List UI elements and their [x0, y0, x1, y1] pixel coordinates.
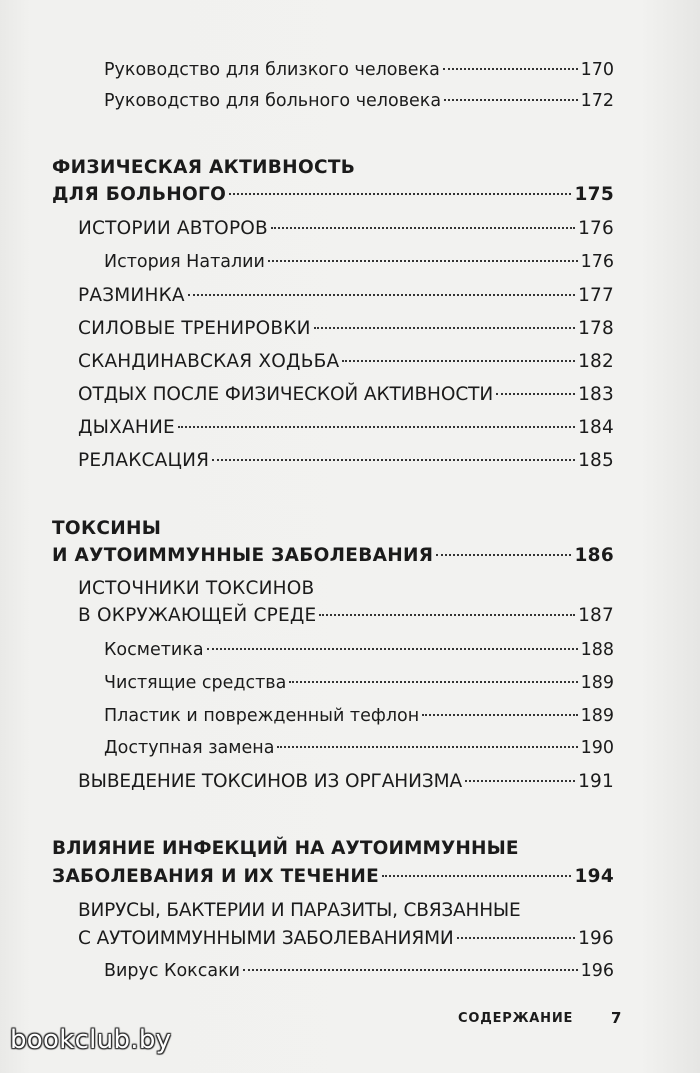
toc-entry-page: 177	[578, 285, 614, 306]
leader-dots	[268, 260, 578, 262]
leader-dots	[496, 393, 575, 395]
section-heading-title: ДЛЯ БОЛЬНОГО	[52, 184, 227, 205]
toc-entry-title: РАЗМИНКА	[78, 285, 185, 306]
toc-entry-page: 184	[578, 417, 614, 438]
toc-entry-title: ДЫХАНИЕ	[78, 417, 175, 438]
toc-entry[interactable]	[78, 218, 614, 239]
section-heading-page: 175	[574, 184, 614, 205]
toc-entry-page: 172	[580, 91, 614, 111]
toc-entry-title: Руководство для больного человека	[104, 91, 442, 111]
watermark: bookclub.by	[10, 1025, 172, 1055]
leader-dots	[229, 193, 571, 195]
section-heading-title: И АУТОИММУННЫЕ ЗАБОЛЕВАНИЯ	[52, 545, 434, 566]
toc-entry-title: Пластик и поврежденный тефлон	[104, 706, 420, 726]
toc-entry-title: СКАНДИНАВСКАЯ ХОДЬБА	[78, 351, 340, 372]
leader-dots	[382, 875, 571, 877]
toc-entry-title: СИЛОВЫЕ ТРЕНИРОВКИ	[78, 318, 311, 339]
toc-entry[interactable]	[78, 450, 614, 471]
leader-dots	[457, 937, 575, 939]
toc-entry-title: Косметика	[104, 640, 204, 660]
toc-entry[interactable]	[78, 351, 614, 372]
toc-entry[interactable]	[78, 417, 614, 438]
toc-entry[interactable]	[104, 60, 614, 80]
leader-dots	[465, 780, 575, 782]
toc-entry-page: 187	[578, 605, 614, 626]
toc-entry-title: Чистящие средства	[104, 673, 287, 693]
leader-dots	[422, 714, 577, 716]
toc-entry[interactable]	[104, 673, 614, 693]
toc-entry[interactable]	[78, 318, 614, 339]
toc-entry[interactable]	[78, 285, 614, 306]
running-footer-title: СОДЕРЖАНИЕ	[458, 1011, 574, 1026]
toc-entry-page: 190	[580, 738, 614, 758]
toc-entry-page: 185	[578, 450, 614, 471]
toc-entry[interactable]	[104, 640, 614, 660]
leader-dots	[277, 746, 577, 748]
toc-entry-page: 183	[578, 384, 614, 405]
page-number: 7	[611, 1009, 622, 1027]
toc-entry-page: 178	[578, 318, 614, 339]
toc-entry-page: 176	[580, 252, 614, 272]
toc-entry-title: Вирус Коксаки	[104, 961, 241, 981]
section-heading-line[interactable]: ФИЗИЧЕСКАЯ АКТИВНОСТЬ	[52, 157, 356, 178]
toc-entry-title: ОТДЫХ ПОСЛЕ ФИЗИЧЕСКОЙ АКТИВНОСТИ	[78, 384, 494, 405]
toc-entry[interactable]	[104, 252, 614, 272]
toc-entry-page: 189	[580, 673, 614, 693]
leader-dots	[443, 68, 578, 70]
section-heading-line[interactable]: ВЛИЯНИЕ ИНФЕКЦИЙ НА АУТОИММУННЫЕ	[52, 838, 519, 859]
toc-entry[interactable]	[78, 928, 614, 949]
toc-entry-page: 188	[580, 640, 614, 660]
leader-dots	[289, 681, 577, 683]
section-heading[interactable]	[52, 545, 614, 566]
toc-entry-title: ВЫВЕДЕНИЕ ТОКСИНОВ ИЗ ОРГАНИЗМА	[78, 771, 463, 792]
toc-entry[interactable]	[78, 771, 614, 792]
leader-dots	[444, 99, 578, 101]
toc-entry-title: Доступная замена	[104, 738, 275, 758]
toc-entry-title-line[interactable]: ИСТОЧНИКИ ТОКСИНОВ	[78, 578, 315, 599]
toc-entry[interactable]	[104, 706, 614, 726]
toc-entry-page: 170	[580, 60, 614, 80]
leader-dots	[212, 459, 575, 461]
toc-entry-title: С АУТОИММУННЫМИ ЗАБОЛЕВАНИЯМИ	[78, 928, 454, 949]
toc-entry-page: 189	[580, 706, 614, 726]
section-heading-line[interactable]: ТОКСИНЫ	[52, 518, 162, 539]
toc-entry-title: ИСТОРИИ АВТОРОВ	[78, 218, 268, 239]
leader-dots	[319, 614, 575, 616]
section-heading-page: 186	[574, 545, 614, 566]
leader-dots	[207, 648, 578, 650]
toc-entry-title: В ОКРУЖАЮЩЕЙ СРЕДЕ	[78, 605, 317, 626]
section-heading[interactable]	[52, 866, 614, 887]
toc-entry-page: 176	[578, 218, 614, 239]
toc-entry-page: 196	[580, 961, 614, 981]
toc-entry-page: 182	[578, 351, 614, 372]
leader-dots	[436, 554, 571, 556]
toc-entry-title: История Наталии	[104, 252, 265, 272]
section-heading-title: ЗАБОЛЕВАНИЯ И ИХ ТЕЧЕНИЕ	[52, 866, 380, 887]
toc-entry[interactable]	[104, 91, 614, 111]
leader-dots	[271, 227, 575, 229]
leader-dots	[188, 294, 575, 296]
section-heading-page: 194	[574, 866, 614, 887]
toc-entry-title-line[interactable]: ВИРУСЫ, БАКТЕРИИ И ПАРАЗИТЫ, СВЯЗАННЫЕ	[78, 900, 521, 921]
toc-entry-page: 191	[578, 771, 614, 792]
toc-entry-title: РЕЛАКСАЦИЯ	[78, 450, 210, 471]
toc-entry-title: Руководство для близкого человека	[104, 60, 440, 80]
toc-entry-page: 196	[578, 928, 614, 949]
section-heading[interactable]	[52, 184, 614, 205]
toc-entry[interactable]	[78, 384, 614, 405]
leader-dots	[243, 969, 578, 971]
toc-entry[interactable]	[104, 738, 614, 758]
toc-entry[interactable]	[104, 961, 614, 981]
toc-entry[interactable]	[78, 605, 614, 626]
leader-dots	[178, 426, 575, 428]
leader-dots	[342, 360, 575, 362]
leader-dots	[314, 327, 575, 329]
